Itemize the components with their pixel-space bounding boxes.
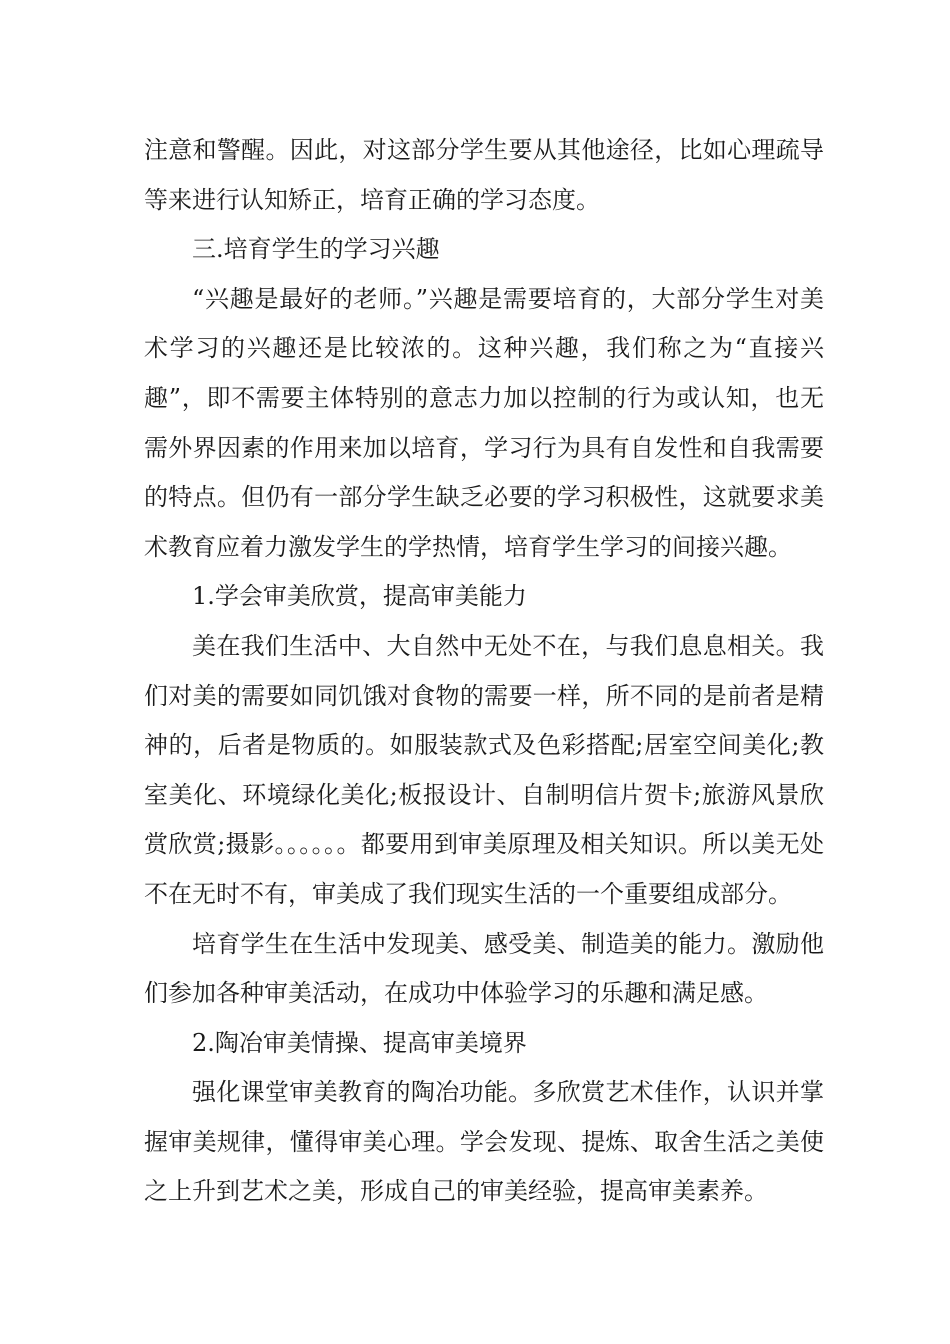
subheading-1: 1.学会审美欣赏，提高审美能力: [192, 582, 527, 611]
paragraph-continuation: 注意和警醒。因此，对这部分学生要从其他途径，比如心理疏导等来进行认知矫正，培育正确的学习态度。: [144, 136, 824, 214]
section-heading-3: 三.培育学生的学习兴趣: [192, 235, 440, 264]
subheading-2: 2.陶冶审美情操、提高审美境界: [192, 1028, 527, 1057]
paragraph-interest: “兴趣是最好的老师。”兴趣是需要培育的，大部分学生对美术学习的兴趣还是比较浓的。这种兴趣，我们称之为“直接兴趣”，即不需要主体特别的意志力加以控制的行为或认知，也无需外界因素的作用来加以培育，学习行为具有自发性和自我需要的特点。但仍有一部分学生缺乏必要的学习积极性，这就要求美术教育应着力激发学生的学热情，培育学生学习的间接兴趣。: [144, 284, 824, 561]
paragraph-beauty: 美在我们生活中、大自然中无处不在，与我们息息相关。我们对美的需要如同饥饿对食物的需要一样，所不同的是前者是精神的，后者是物质的。如服装款式及色彩搭配;居室空间美化;教室美化、环境绿化美化;板报设计、自制明信片贺卡;旅游风景欣赏欣赏;摄影。。。。。。都要用到审美原理及相关知识。所以美无处不在无时不有，审美成了我们现实生活的一个重要组成部分。: [144, 631, 824, 908]
paragraph-cultivate: 培育学生在生活中发现美、感受美、制造美的能力。激励他们参加各种审美活动，在成功中体验学习的乐趣和满足感。: [144, 929, 824, 1008]
document-page: [144, 126, 824, 1217]
paragraph-classroom: 强化课堂审美教育的陶冶功能。多欣赏艺术佳作，认识并掌握审美规律，懂得审美心理。学会发现、提炼、取舍生活之美使之上升到艺术之美，形成自己的审美经验，提高审美素养。: [144, 1078, 824, 1206]
